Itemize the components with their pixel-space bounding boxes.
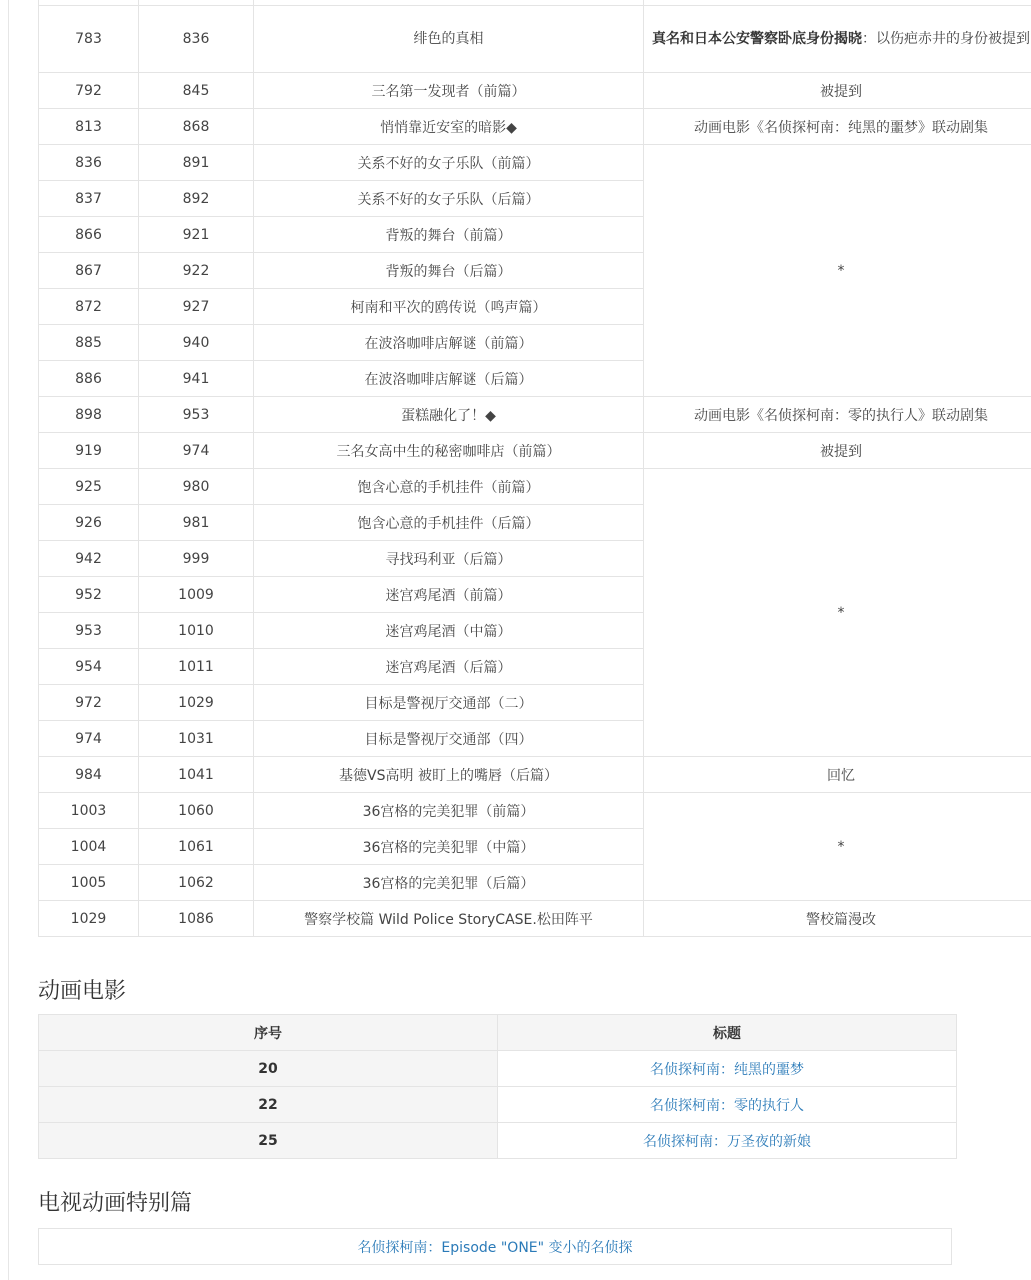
- manga-no: 926: [39, 505, 139, 541]
- episode-no: 940: [139, 325, 254, 361]
- episode-table: [38, 0, 1031, 937]
- episode-note: 回忆: [644, 757, 1031, 793]
- episode-no: 845: [139, 73, 254, 109]
- episode-note: 警校篇漫改: [644, 901, 1031, 937]
- episode-note-merged: *: [644, 145, 1031, 397]
- specials-heading: 电视动画特别篇: [38, 1191, 193, 1216]
- episode-note: 动画电影《名侦探柯南：零的执行人》联动剧集: [644, 397, 1031, 433]
- episode-title: 关系不好的女子乐队（后篇）: [254, 181, 644, 217]
- episode-title: 背叛的舞台（前篇）: [254, 217, 644, 253]
- movie-number: 25: [39, 1123, 498, 1159]
- episode-title: 饱含心意的手机挂件（前篇）: [254, 469, 644, 505]
- manga-no: 783: [39, 6, 139, 73]
- manga-no: 974: [39, 721, 139, 757]
- movies-table: [38, 1014, 957, 1159]
- episode-no: 892: [139, 181, 254, 217]
- episode-no: 1041: [139, 757, 254, 793]
- manga-no: 792: [39, 73, 139, 109]
- episode-title: 36宫格的完美犯罪（前篇）: [254, 793, 644, 829]
- episode-title: 基德VS高明 被盯上的嘴唇（后篇）: [254, 757, 644, 793]
- episode-no: 1009: [139, 577, 254, 613]
- episode-title: 目标是警视厅交通部（二）: [254, 685, 644, 721]
- manga-no: 885: [39, 325, 139, 361]
- episode-no: 1060: [139, 793, 254, 829]
- episode-no: 953: [139, 397, 254, 433]
- table-row: [39, 73, 1031, 109]
- manga-no: 919: [39, 433, 139, 469]
- episode-title: 36宫格的完美犯罪（中篇）: [254, 829, 644, 865]
- table-row: [39, 433, 1031, 469]
- manga-no: 898: [39, 397, 139, 433]
- episode-no: 974: [139, 433, 254, 469]
- episode-no: 981: [139, 505, 254, 541]
- manga-no: 942: [39, 541, 139, 577]
- left-border-rule: [8, 0, 9, 1280]
- episode-no: 999: [139, 541, 254, 577]
- movie-number: 22: [39, 1087, 498, 1123]
- manga-no: 813: [39, 109, 139, 145]
- manga-no: 837: [39, 181, 139, 217]
- episode-note: 被提到: [644, 73, 1031, 109]
- episode-title: 三名第一发现者（前篇）: [254, 73, 644, 109]
- manga-no: 925: [39, 469, 139, 505]
- episode-no: 1029: [139, 685, 254, 721]
- column-header-title: 标题: [498, 1015, 957, 1051]
- movie-number: 20: [39, 1051, 498, 1087]
- episode-no: 1062: [139, 865, 254, 901]
- episode-title: 在波洛咖啡店解谜（前篇）: [254, 325, 644, 361]
- episode-no: 1086: [139, 901, 254, 937]
- episode-title: 悄悄靠近安室的暗影◆: [254, 109, 644, 145]
- manga-no: 954: [39, 649, 139, 685]
- episode-no: 980: [139, 469, 254, 505]
- special-episode-link[interactable]: 名侦探柯南：Episode "ONE" 变小的名侦探: [357, 1239, 633, 1256]
- table-row: [39, 469, 1031, 505]
- episode-title: 寻找玛利亚（后篇）: [254, 541, 644, 577]
- episode-no: 1061: [139, 829, 254, 865]
- episode-no: 927: [139, 289, 254, 325]
- episode-note-merged: *: [644, 469, 1031, 757]
- episode-title: 背叛的舞台（后篇）: [254, 253, 644, 289]
- note-bold: 真名和日本公安警察卧底身份揭晓: [652, 31, 862, 47]
- episode-no: 1010: [139, 613, 254, 649]
- episode-no: 868: [139, 109, 254, 145]
- manga-no: 1004: [39, 829, 139, 865]
- episode-title: 目标是警视厅交通部（四）: [254, 721, 644, 757]
- episode-title: 迷宫鸡尾酒（后篇）: [254, 649, 644, 685]
- movie-link[interactable]: 名侦探柯南：零的执行人: [650, 1097, 804, 1114]
- movie-link[interactable]: 名侦探柯南：万圣夜的新娘: [643, 1133, 811, 1150]
- column-header-number: 序号: [39, 1015, 498, 1051]
- table-row: [39, 145, 1031, 181]
- episode-title: 蛋糕融化了！◆: [254, 397, 644, 433]
- manga-no: 867: [39, 253, 139, 289]
- table-row: [39, 757, 1031, 793]
- table-row: [39, 397, 1031, 433]
- episode-title: 柯南和平次的鸥传说（鸣声篇）: [254, 289, 644, 325]
- episode-note: 动画电影《名侦探柯南：纯黑的噩梦》联动剧集: [644, 109, 1031, 145]
- manga-no: 972: [39, 685, 139, 721]
- episode-title: 关系不好的女子乐队（前篇）: [254, 145, 644, 181]
- table-row: [39, 1051, 957, 1087]
- manga-no: 886: [39, 361, 139, 397]
- table-row: [39, 1123, 957, 1159]
- episode-no: 1011: [139, 649, 254, 685]
- table-row: [39, 901, 1031, 937]
- episode-note: 被提到: [644, 433, 1031, 469]
- manga-no: 1005: [39, 865, 139, 901]
- episode-title: 绯色的真相: [254, 6, 644, 73]
- episode-title: 三名女高中生的秘密咖啡店（前篇）: [254, 433, 644, 469]
- episode-title: 在波洛咖啡店解谜（后篇）: [254, 361, 644, 397]
- episode-no: 891: [139, 145, 254, 181]
- episode-no: 921: [139, 217, 254, 253]
- movie-link[interactable]: 名侦探柯南：纯黑的噩梦: [650, 1061, 804, 1078]
- episode-title: 饱含心意的手机挂件（后篇）: [254, 505, 644, 541]
- manga-no: 953: [39, 613, 139, 649]
- specials-list: [38, 1228, 952, 1265]
- episode-title: 警察学校篇 Wild Police StoryCASE.松田阵平: [254, 901, 644, 937]
- episode-note: 真名和日本公安警察卧底身份揭晓：以伤疤赤井的身份被提到: [644, 6, 1031, 73]
- manga-no: 836: [39, 145, 139, 181]
- manga-no: 984: [39, 757, 139, 793]
- episode-no: 922: [139, 253, 254, 289]
- manga-no: 1003: [39, 793, 139, 829]
- table-row: [39, 793, 1031, 829]
- episode-no: 836: [139, 6, 254, 73]
- table-row: [39, 6, 1031, 73]
- manga-no: 866: [39, 217, 139, 253]
- movies-heading: 动画电影: [38, 979, 127, 1004]
- table-row: [39, 1087, 957, 1123]
- episode-title: 迷宫鸡尾酒（前篇）: [254, 577, 644, 613]
- manga-no: 872: [39, 289, 139, 325]
- episode-title: 36宫格的完美犯罪（后篇）: [254, 865, 644, 901]
- episode-note-merged: *: [644, 793, 1031, 901]
- manga-no: 1029: [39, 901, 139, 937]
- table-row: [39, 109, 1031, 145]
- manga-no: 952: [39, 577, 139, 613]
- episode-no: 941: [139, 361, 254, 397]
- table-header-row: [39, 1015, 957, 1051]
- episode-no: 1031: [139, 721, 254, 757]
- episode-title: 迷宫鸡尾酒（中篇）: [254, 613, 644, 649]
